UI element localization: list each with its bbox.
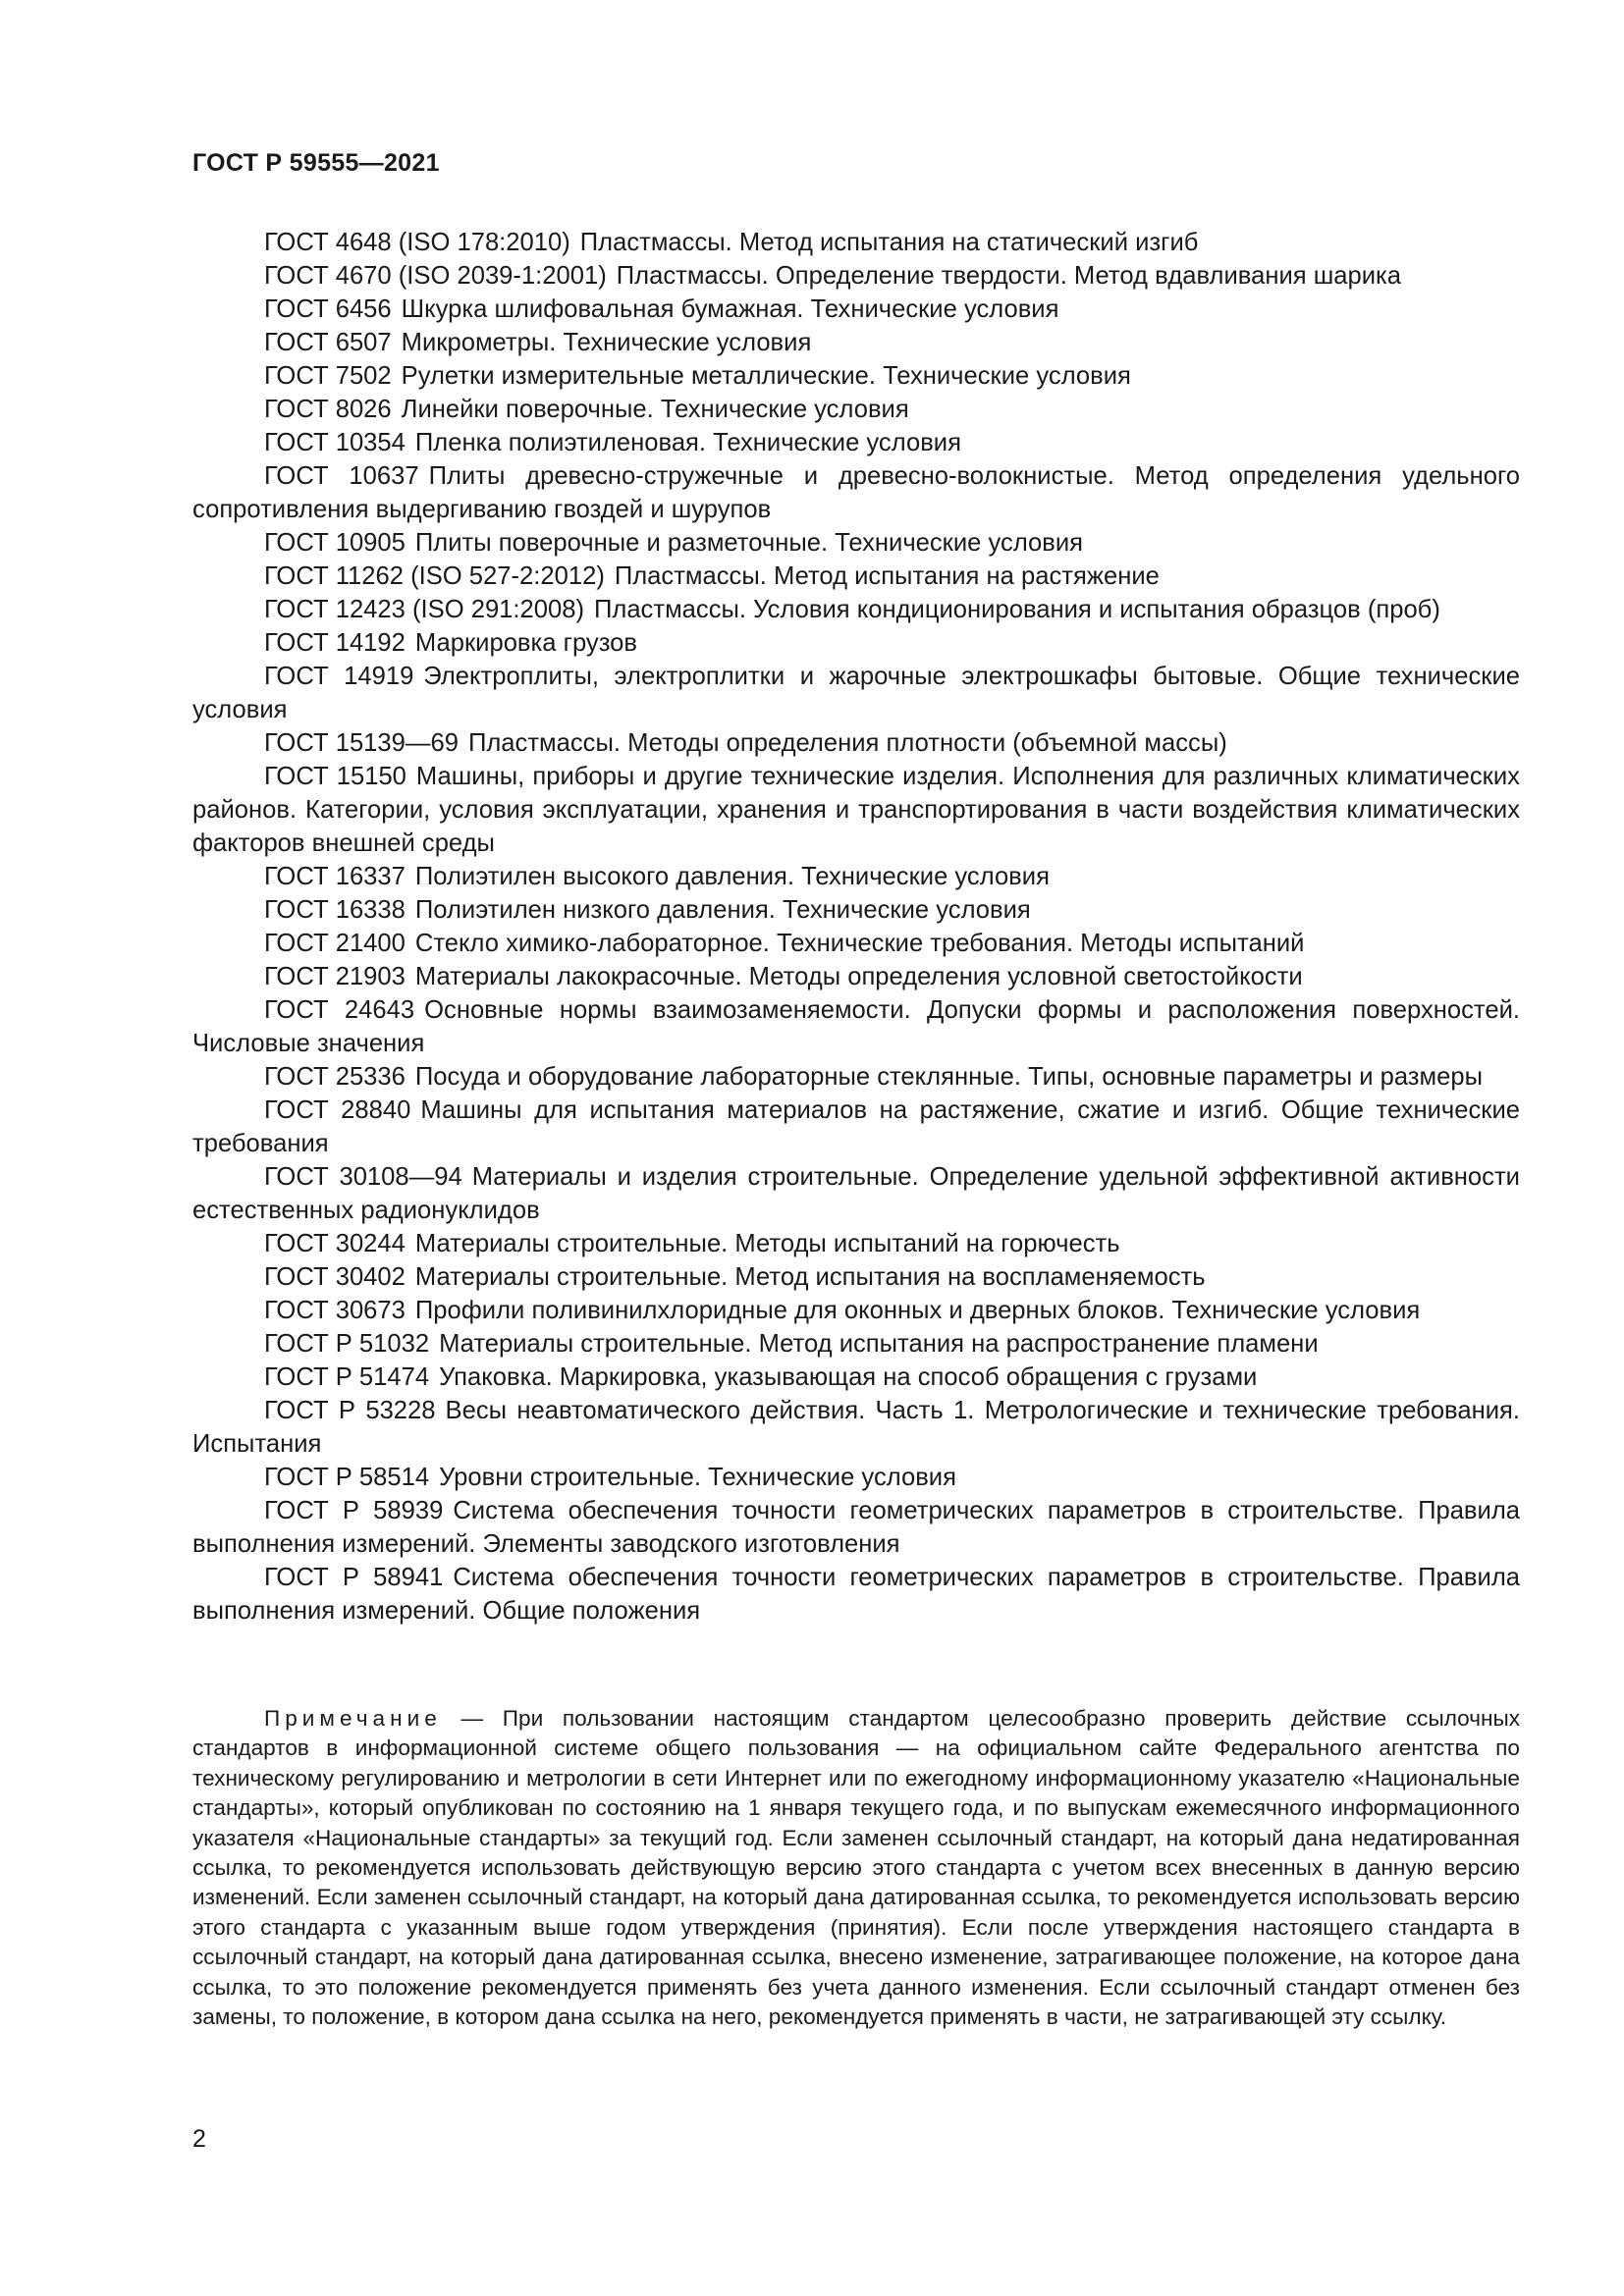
reference-title: Пластмассы. Метод испытания на растяжение [614, 562, 1160, 590]
reference-code: ГОСТ 14919 [264, 663, 414, 690]
reference-item [192, 459, 1520, 526]
reference-code: ГОСТ Р 53228 [264, 1397, 436, 1424]
note-paragraph [192, 1704, 1520, 2032]
reference-code: ГОСТ 6456 [264, 295, 392, 323]
reference-code: ГОСТ 30108—94 [264, 1163, 462, 1191]
reference-code: ГОСТ Р 58939 [264, 1497, 444, 1524]
reference-title: Посуда и оборудование лабораторные стеклянные. Типы, основные параметры и размеры [414, 1063, 1483, 1091]
reference-item [192, 226, 1520, 259]
reference-code: ГОСТ Р 51032 [264, 1330, 430, 1358]
reference-item [192, 960, 1520, 993]
reference-code: ГОСТ 10905 [264, 529, 406, 557]
note-dash: — [441, 1706, 503, 1731]
reference-title: Маркировка грузов [414, 629, 637, 657]
reference-item [192, 359, 1520, 393]
reference-code: ГОСТ 16337 [264, 863, 406, 890]
reference-title: Пленка полиэтиленовая. Технические условия [414, 429, 961, 456]
reference-code: ГОСТ 8026 [264, 396, 392, 423]
normative-references-list [192, 226, 1520, 1628]
reference-code: ГОСТ 28840 [264, 1096, 411, 1124]
reference-title: Упаковка. Маркировка, указывающая на способ обращения с грузами [439, 1363, 1258, 1391]
reference-title: Пластмассы. Методы определения плотности (объемной массы) [467, 729, 1227, 757]
reference-title: Плиты поверочные и разметочные. Технические условия [414, 529, 1084, 557]
reference-code: ГОСТ 4670 (ISO 2039-1:2001) [264, 262, 607, 290]
reference-code: ГОСТ 30402 [264, 1263, 406, 1291]
document-header: ГОСТ Р 59555—2021 [192, 149, 440, 177]
reference-title: Рулетки измерительные металлические. Технические условия [401, 362, 1131, 390]
reference-item [192, 1461, 1520, 1494]
reference-item [192, 426, 1520, 459]
reference-item [192, 1561, 1520, 1628]
reference-item [192, 893, 1520, 927]
page-number: 2 [192, 2125, 206, 2153]
reference-code: ГОСТ Р 51474 [264, 1363, 430, 1391]
reference-item [192, 1160, 1520, 1227]
reference-code: ГОСТ Р 58941 [264, 1564, 444, 1591]
reference-title: Плиты древесно-стружечные и древесно-волокнистые. Метод определения удельного сопротивления выдергиванию гвоздей и шурупов [192, 462, 1520, 523]
reference-item [192, 1094, 1520, 1160]
reference-title: Машины для испытания материалов на растяжение, сжатие и изгиб. Общие технические требования [192, 1096, 1520, 1157]
reference-title: Полиэтилен высокого давления. Технические условия [414, 863, 1050, 890]
reference-title: Материалы и изделия строительные. Определение удельной эффективной активности естественных радионуклидов [192, 1163, 1520, 1224]
reference-title: Линейки поверочные. Технические условия [401, 396, 909, 423]
reference-item [192, 393, 1520, 426]
reference-code: ГОСТ 16338 [264, 896, 406, 924]
reference-item [192, 1327, 1520, 1361]
reference-title: Материалы строительные. Метод испытания на распространение пламени [439, 1330, 1319, 1358]
reference-code: ГОСТ Р 58514 [264, 1464, 430, 1491]
reference-code: ГОСТ 15150 [264, 763, 406, 790]
reference-code: ГОСТ 15139—69 [264, 729, 459, 757]
reference-code: ГОСТ 10637 [264, 462, 419, 490]
reference-item [192, 993, 1520, 1060]
reference-item [192, 1494, 1520, 1561]
reference-code: ГОСТ 6507 [264, 329, 392, 356]
reference-item [192, 560, 1520, 593]
reference-title: Машины, приборы и другие технические изделия. Исполнения для различных климатических районов. Категории, условия эксплуатации, хранения и транспортирования в части воздействия климатических факторов внешней среды [192, 763, 1520, 857]
reference-title: Система обеспечения точности геометрических параметров в строительстве. Правила выполнения измерений. Общие положения [192, 1564, 1520, 1625]
reference-title: Стекло химико-лабораторное. Технические требования. Методы испытаний [414, 930, 1305, 957]
reference-code: ГОСТ 12423 (ISO 291:2008) [264, 596, 584, 623]
reference-item [192, 1294, 1520, 1327]
reference-code: ГОСТ 11262 (ISO 527-2:2012) [264, 562, 605, 590]
reference-title: Полиэтилен низкого давления. Технические условия [414, 896, 1031, 924]
reference-title: Профили поливинилхлоридные для оконных и дверных блоков. Технические условия [414, 1297, 1421, 1324]
reference-code: ГОСТ 25336 [264, 1063, 406, 1091]
reference-item [192, 860, 1520, 893]
reference-title: Основные нормы взаимозаменяемости. Допуски формы и расположения поверхностей. Числовые значения [192, 996, 1520, 1057]
reference-title: Материалы строительные. Методы испытаний на горючесть [414, 1230, 1120, 1257]
reference-code: ГОСТ 7502 [264, 362, 392, 390]
reference-item [192, 326, 1520, 359]
reference-title: Весы неавтоматического действия. Часть 1. Метрологические и технические требования. Испытания [192, 1397, 1520, 1458]
reference-item [192, 1394, 1520, 1461]
reference-code: ГОСТ 4648 (ISO 178:2010) [264, 229, 570, 256]
reference-title: Материалы строительные. Метод испытания на воспламеняемость [414, 1263, 1206, 1291]
reference-title: Пластмассы. Метод испытания на статический изгиб [579, 229, 1199, 256]
reference-title: Микрометры. Технические условия [401, 329, 812, 356]
reference-code: ГОСТ 30673 [264, 1297, 406, 1324]
reference-item [192, 259, 1520, 293]
reference-code: ГОСТ 21400 [264, 930, 406, 957]
reference-item [192, 526, 1520, 560]
reference-title: Уровни строительные. Технические условия [439, 1464, 956, 1491]
reference-title: Пластмассы. Условия кондиционирования и испытания образцов (проб) [593, 596, 1440, 623]
reference-code: ГОСТ 10354 [264, 429, 406, 456]
reference-code: ГОСТ 24643 [264, 996, 415, 1024]
reference-title: Система обеспечения точности геометрических параметров в строительстве. Правила выполнения измерений. Элементы заводского изготовления [192, 1497, 1520, 1558]
reference-code: ГОСТ 21903 [264, 963, 406, 990]
reference-item [192, 593, 1520, 626]
reference-item [192, 1060, 1520, 1094]
reference-item [192, 1361, 1520, 1394]
reference-item [192, 726, 1520, 760]
reference-title: Пластмассы. Определение твердости. Метод вдавливания шарика [616, 262, 1402, 290]
reference-item [192, 927, 1520, 960]
reference-item [192, 293, 1520, 326]
note-text: При пользовании настоящим стандартом целесообразно проверить действие ссылочных стандартов в информационной системе общего пользования — на официальном сайте Федерального агентства по техническому регулированию и метрологии в сети Интернет или по ежегодному информационному указателю «Национальные стандарты», который опубликован по состоянию на 1 января текущего года, и по выпускам ежемесячного информационного указателя «Национальные стандарты» за текущий год. Если заменен ссылочный стандарт, на который дана недатированная ссылка, то рекомендуется использовать действующую версию этого стандарта с учетом всех внесенных в данную версию изменений. Если заменен ссылочный стандарт, на который дана датированная ссылка, то рекомендуется использовать версию этого стандарта с указанным выше годом утверждения (принятия). Если после утверждения настоящего стандарта в ссылочный стандарт, на который дана датированная ссылка, внесено изменение, затрагивающее положение, на которое дана ссылка, то это положение рекомендуется применять без учета данного изменения. Если ссылочный стандарт отменен без замены, то положение, в котором дана ссылка на него, рекомендуется применять в части, не затрагивающей эту ссылку. [192, 1706, 1521, 2030]
reference-title: Шкурка шлифовальная бумажная. Технические условия [401, 295, 1059, 323]
reference-title: Электроплиты, электроплитки и жарочные электрошкафы бытовые. Общие технические условия [192, 663, 1520, 723]
reference-item [192, 1260, 1520, 1294]
reference-item [192, 760, 1520, 860]
reference-item [192, 660, 1520, 726]
reference-code: ГОСТ 14192 [264, 629, 406, 657]
reference-item [192, 1227, 1520, 1260]
note-label: Примечание [264, 1706, 442, 1731]
reference-item [192, 626, 1520, 660]
reference-title: Материалы лакокрасочные. Методы определения условной светостойкости [414, 963, 1303, 990]
reference-code: ГОСТ 30244 [264, 1230, 406, 1257]
